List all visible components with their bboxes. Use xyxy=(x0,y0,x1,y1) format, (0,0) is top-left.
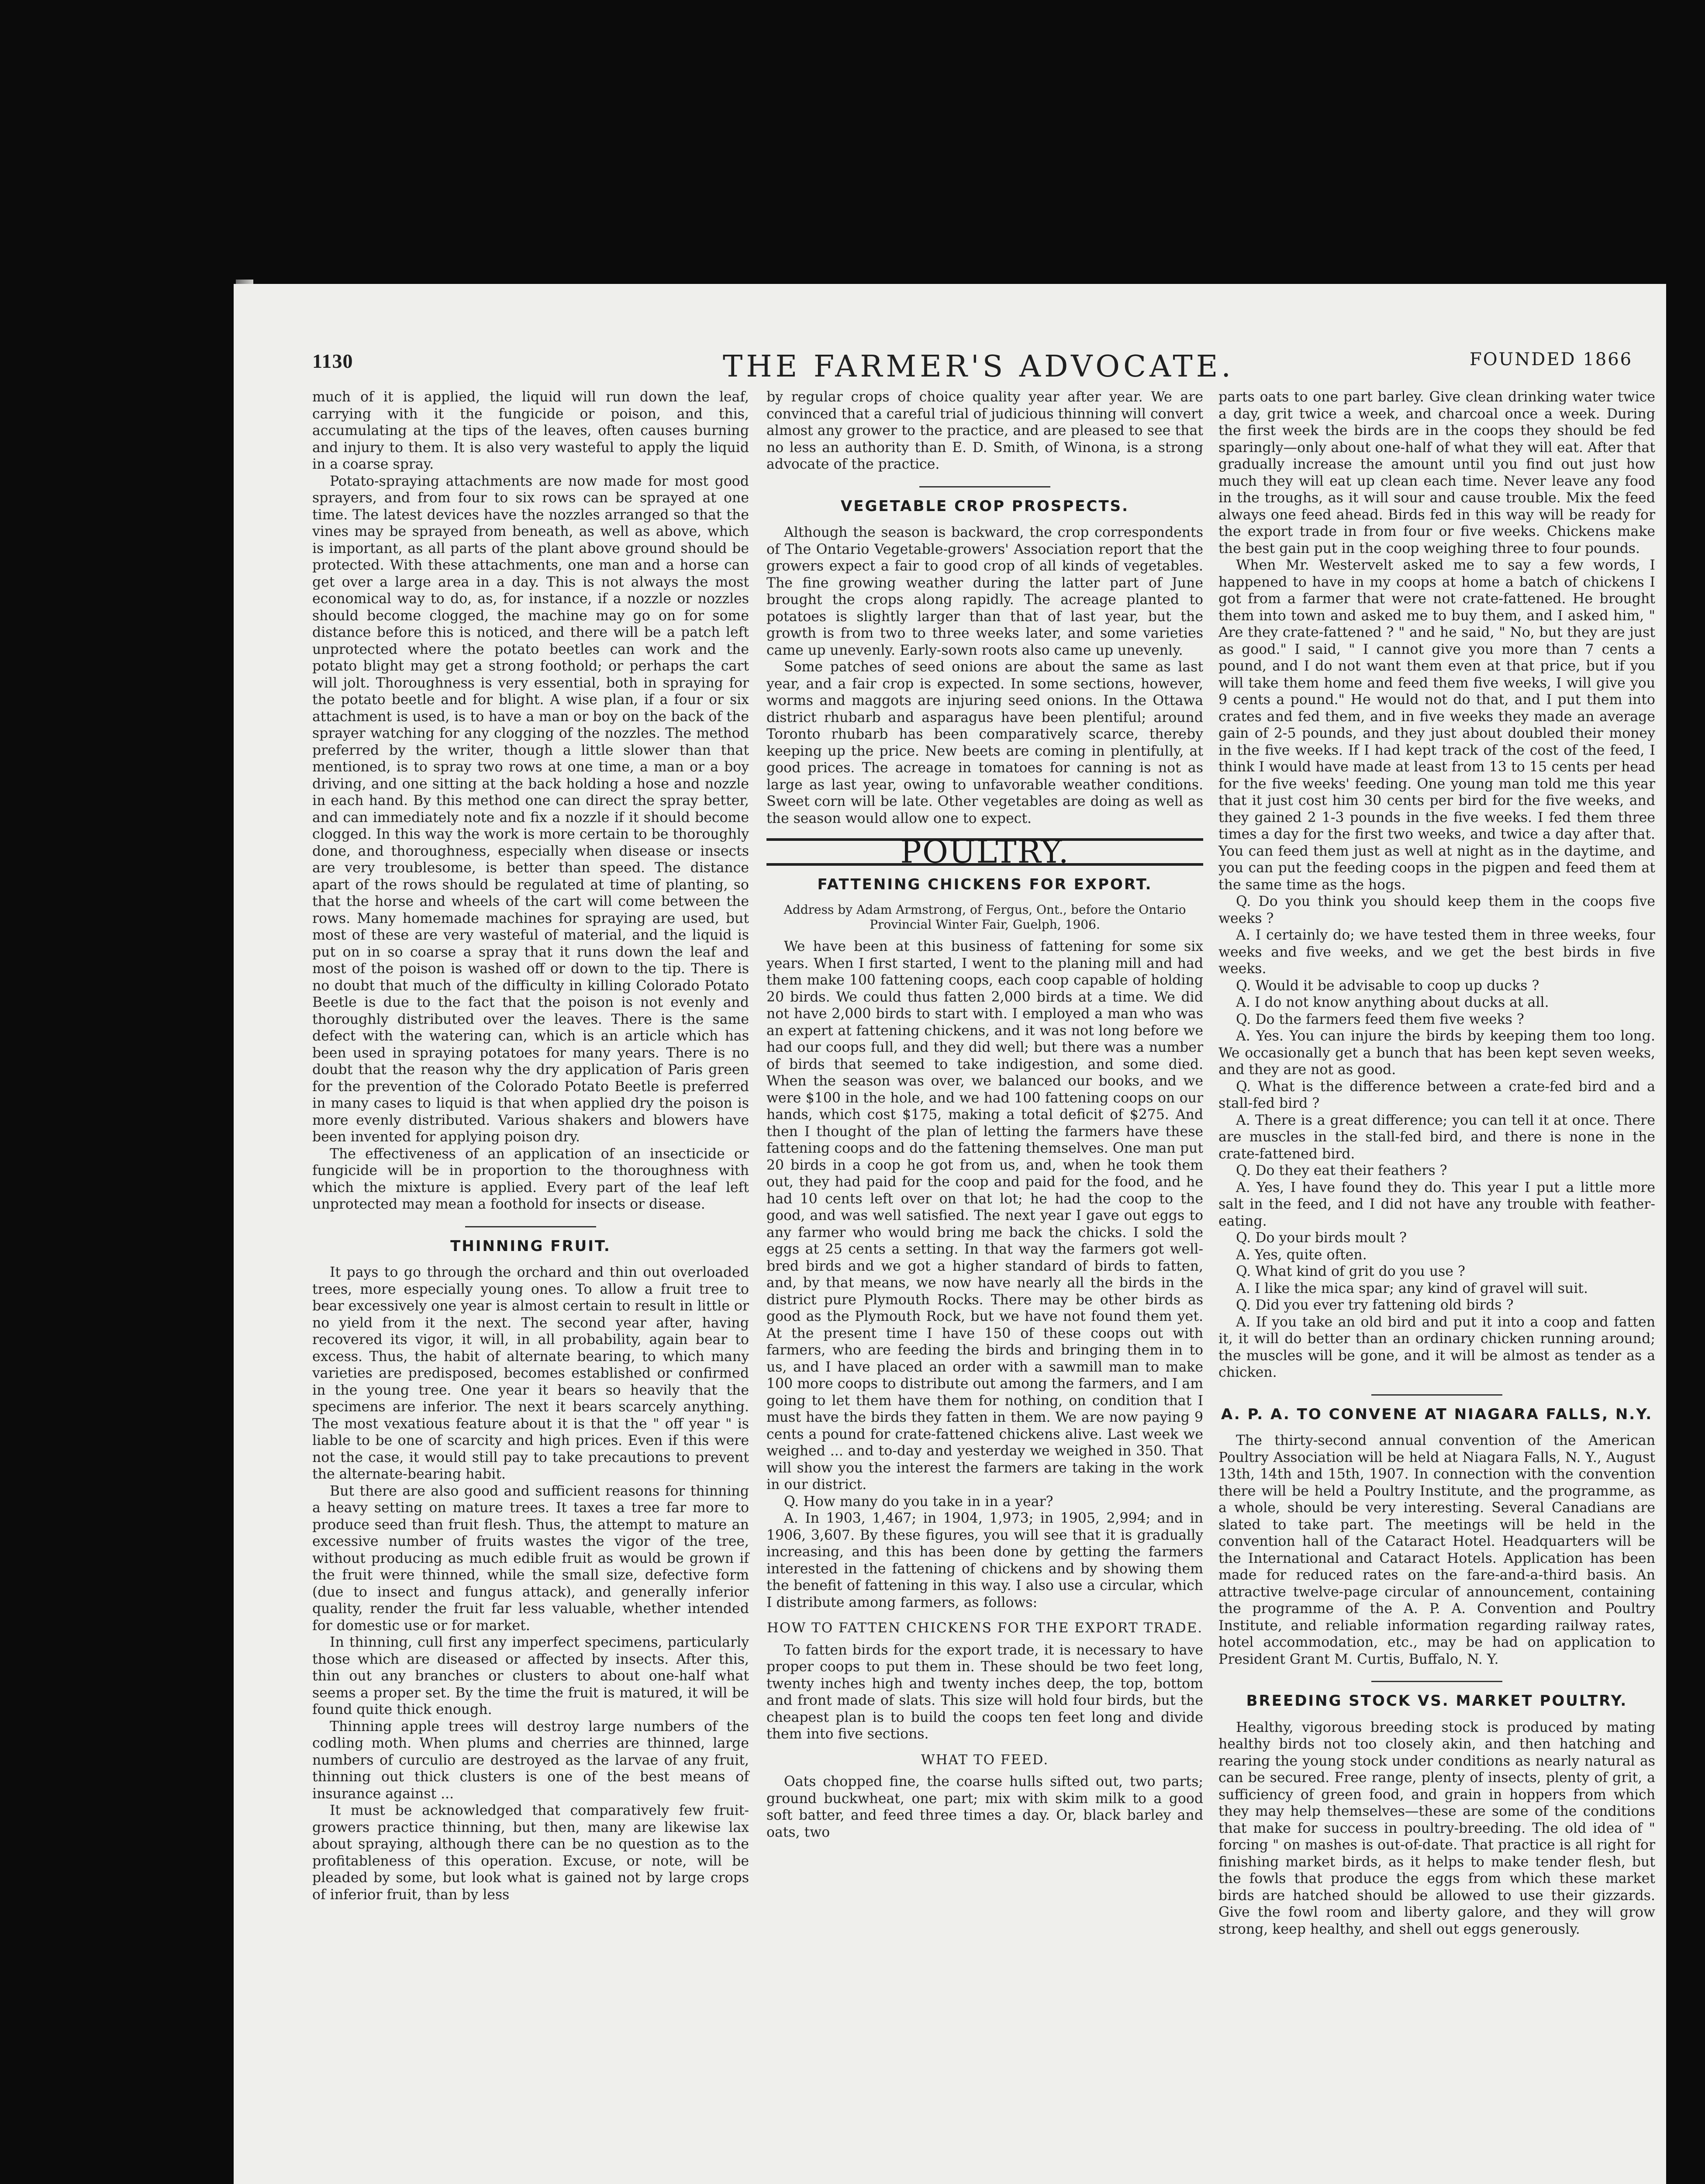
question: Q. Do your birds moult ? xyxy=(1236,1230,1407,1246)
answer: A. I do not know anything about ducks at all. xyxy=(1236,995,1549,1010)
paragraph: much of it is applied, the liquid will run down the leaf, carrying with it the fungicide or poison, and this, accumulating at the tips of the leaves, often causes burning and injury to them. It is also very wasteful to apply the liquid in a coarse spray. xyxy=(312,389,749,472)
question: Q. Would it be advisable to coop up ducks ? xyxy=(1236,978,1539,994)
question: Q. Do the farmers feed them five weeks ? xyxy=(1236,1011,1524,1027)
paragraph: We have been at this business of fattening for some six years. When I first started, I went to the planing mill and had them make 100 fattening coops, each coop capable of holding 20 birds. We could thus fatten 2,000 birds at a time. We did not have 2,000 birds to start with. I employed a man who was an expert at fattening chickens, and it was not long before we had our coops full, and they did well; but there was a number of birds that seemed to take indigestion, and some died. When the season was over, we balanced our books, and we were $100 in the hole, and we had 100 fattening coops on our hands, which cost $175, making a total deficit of $275. And then I thought of the plan of letting the farmers have these fattening coops and do the fattening themselves. One man put 20 birds in a coop he got from us, and, when he took them out, they had paid for the coop and paid for the food, and he had 10 cents left over on that lot; he had the coop to the good, and was well satisfied. The next year I gave out eggs to any farmer who would bring me back the chicks. I sold the eggs at 25 cents a setting. In that way the farmers got well-bred birds and we got a higher standard of birds to fatten, and, by that means, we now have nearly all the birds in the district pure Plymouth Rocks. There may be other birds as good as the Plymouth Rock, but we have not found them yet. At the present time I have 150 of these coops out with farmers, who are feeding the birds and bringing them in to us, and I have placed an order with a sawmill man to make 100 more coops to distribute out among the farmers, and I am going to let them have them for nothing, on condition that I must have the birds they fatten in them. We are now paying 9 cents a pound for crate-fattened chickens alive. Last week we weighed ... and to-day and yesterday we weighed in 350. That will show you the interest the farmers are taking in the work in our district. xyxy=(766,939,1203,1493)
subheading-what-to-feed: WHAT TO FEED. xyxy=(921,1752,1049,1768)
answer: A. Yes, I have found they do. This year I put a little more salt in the feed, and I did not have any trouble with feather-eating. xyxy=(1218,1179,1655,1229)
byline: Address by Adam Armstrong, of Fergus, Ont., before the Ontario Provincial Winter Fair, Guelph, 1906. xyxy=(783,902,1186,932)
answer: A. There is a great difference; you can tell it at once. There are muscles in the stall-fed bird, and there is none in the crate-fattened bird. xyxy=(1218,1112,1655,1162)
section-heading-breeding-stock: BREEDING STOCK VS. MARKET POULTRY. xyxy=(1246,1692,1628,1710)
paragraph: Thinning apple trees will destroy large numbers of the codling moth. When plums and cherries are thinned, large numbers of curculio are destroyed as the larvae of any fruit, thinning out thick clusters is one of the best means of insurance against ... xyxy=(312,1718,749,1802)
section-divider xyxy=(1371,1394,1502,1396)
masthead: THE FARMER'S ADVOCATE. xyxy=(723,349,1234,384)
answer: A. If you take an old bird and put it into a coop and fatten it, it will do better than an ordinary chicken running around; the muscles will be gone, and it will be almost as tender as a chicken. xyxy=(1218,1314,1655,1380)
question: Q. Do they eat their feathers ? xyxy=(1236,1163,1447,1178)
column-2 xyxy=(766,389,1203,1841)
paragraph: When Mr. Westervelt asked me to say a few words, I happened to have in my coops at home a batch of chickens I got from a farmer that were not crate-fattened. He brought them into town and asked me to buy them, and I asked him, " Are they crate-fattened ? " and he said, " No, but they are just as good." I said, " I cannot give you more than 7 cents a pound, and I do not want them even at that price, but if you will take them home and feed them five weeks, I will give you 9 cents a pound." He would not do that, and I put them into crates and fed them, and in five weeks they made an average gain of 2-5 pounds, and they just about doubled their money in the five weeks. If I had kept track of the cost of the feed, I think I would have made at least from 13 to 15 cents per head for the five weeks' feeding. One young man told me this year that it just cost him 30 cents per bird for the five weeks, and they gained 2 1-3 pounds in the five weeks. I fed them three times a day for the first two weeks, and twice a day after that. You can feed them just as well at night as in the daytime, and you can put the feeding coops in the pigpen and feed them at the same time as the hogs. xyxy=(1218,557,1655,893)
paragraph: The thirty-second annual convention of the American Poultry Association will be held at Niagara Falls, N. Y., August 13th, 14th and 15th, 1907. In connection with the convention there will be held a Poultry Institute, and the programme, as a whole, should be very interesting. Several Canadians are slated to take part. The meetings will be held in the convention hall of the Cataract Hotel. Headquarters will be the International and Cataract Hotels. Application has been made for reduced rates on the fare-and-a-third basis. An attractive twelve-page circular of announcement, containing the programme of the A. P. A. Convention and Poultry Institute, and reliable information regarding railway rates, hotel accommodation, etc., may be had on application to President Grant M. Curtis, Buffalo, N. Y. xyxy=(1218,1433,1655,1667)
column-1 xyxy=(312,389,749,1903)
newspaper-page xyxy=(234,284,1666,2184)
department-banner-poultry: POULTRY. xyxy=(766,838,1203,866)
section-heading-vegetable-crop: VEGETABLE CROP PROSPECTS. xyxy=(840,497,1129,515)
question: Q. Did you ever try fattening old birds ? xyxy=(1236,1297,1514,1313)
section-heading-fattening-chickens: FATTENING CHICKENS FOR EXPORT. xyxy=(817,875,1153,893)
answer: A. In 1903, 1,467; in 1904, 1,973; in 1905, 2,994; and in 1906, 3,607. By these figures, you will see that it is gradually increasing, and this has been done by getting the farmers interested in the fattening of chickens and by showing them the benefit of fattening in this way. I also use a circular, which I distribute among farmers, as follows: xyxy=(766,1510,1203,1610)
paragraph: But there are also good and sufficient reasons for thinning a heavy setting on mature trees. It taxes a tree far more to produce seed than fruit flesh. Thus, the attempt to mature an excessive number of fruits wastes the vigor of the tree, without producing as much edible fruit as would be grown if the fruit were thinned, while the small size, defective form (due to insect and fungus attack), and generally inferior quality, render the fruit far less valuable, whether intended for domestic use or for market. xyxy=(312,1483,749,1634)
subheading-how-to-fatten: HOW TO FATTEN CHICKENS FOR THE EXPORT TRADE. xyxy=(766,1620,1203,1636)
answer: A. Yes, quite often. xyxy=(1236,1247,1367,1263)
section-divider xyxy=(465,1226,596,1227)
question: Q. How many do you take in in a year? xyxy=(784,1493,1053,1510)
paragraph: Although the season is backward, the crop correspondents of The Ontario Vegetable-growers' Association report that the growers expect a fair to good crop of all kinds of vegetables. The fine growing weather during the latter part of June brought the crops along rapidly. The acreage planted to potatoes is slightly larger than that of last year, but the growth is from two to three weeks later, and some varieties came up unevenly. Early-sown roots also came up unevenly. xyxy=(766,525,1203,658)
question: Q. What kind of grit do you use ? xyxy=(1236,1264,1465,1279)
paragraph: In thinning, cull first any imperfect specimens, particularly those which are diseased or affected by insects. After this, thin out any branches or clusters to about one-half what seems a proper set. By the time the fruit is matured, it will be found quite thick enough. xyxy=(312,1635,749,1717)
answer: A. I like the mica spar; any kind of gravel will suit. xyxy=(1236,1280,1588,1296)
paragraph: Potato-spraying attachments are now made for most good sprayers, and from four to six rows can be sprayed at one time. The latest devices have the nozzles arranged so that the vines may be sprayed from beneath, as well as above, which is important, as all parts of the plant above ground should be protected. With these attachments, one man and a horse can get over a large area in a day. This is not always the most economical way to do, as, for instance, if a nozzle or nozzles should become clogged, the machine may go on for some distance before this is noticed, and there will be a patch left unprotected where the potato beetles can work and the potato blight may get a strong foothold; or perhaps the cart will jolt. Thoroughness is very essential, both in spraying for the potato beetle and for blight. A wise plan, if a four or six attachment is used, is to have a man or boy on the back of the sprayer watching for any clogging of the nozzles. The method preferred by the writer, though a little slower than that mentioned, is to spray two rows at one time, a man or a boy driving, and one sitting at the back holding a hose and nozzle in each hand. By this method one can direct the spray better, and can immediately note and fix a nozzle if it should become clogged. In this way the work is more certain to be thoroughly done, and thoroughness, especially when disease or insects are very troublesome, is better than speed. The distance apart of the rows should be regulated at time of planting, so that the horse and wheels of the cart will come between the rows. Many homemade machines for spraying are used, but most of these are very wasteful of material, and the liquid is put on in so coarse a spray that it runs down the leaf and most of the poison is washed off or down to the tip. There is no doubt that much of the difficulty in killing Colorado Potato Beetle is due to the fact that the poison is not evenly and thoroughly distributed over the leaves. There is the same defect with the watering can, which is an article which has been used in spraying potatoes for many years. There is no doubt that the reason why the dry application of Paris green for the prevention of the Colorado Potato Beetle is preferred in many cases to liquid is that when applied dry the poison is more evenly distributed. Various shakers and blowers have been invented for applying poison dry. xyxy=(312,473,749,1145)
paragraph: To fatten birds for the export trade, it is necessary to have proper coops to put them in. These should be two feet long, twenty inches high and twenty inches deep, the top, bottom and front made of slats. This size will hold four birds, but the cheapest plan is to build the coops ten feet long and divide them into five sections. xyxy=(766,1642,1203,1742)
answer: A. Yes. You can injure the birds by keeping them too long. We occasionally get a bunch that has been kept seven weeks, and they are not as good. xyxy=(1218,1028,1655,1078)
paragraph: Healthy, vigorous breeding stock is produced by mating healthy birds not too closely akin, and then hatching and rearing the young stock under conditions as nearly natural as can be secured. Free range, plenty of insects, plenty of grit, a sufficiency of green food, and grain in hoppers from which they may help themselves—these are some of the conditions that make for success in poultry-breeding. The old idea of " forcing " on mashes is out-of-date. That practice is all right for finishing market birds, as it helps to make tender flesh, but the fowls that produce the eggs from which these market birds are hatched should be allowed to use their gizzards. Give the fowl room and liberty galore, and they will grow strong, keep healthy, and shell out eggs generously. xyxy=(1218,1719,1655,1937)
question: Q. Do you think you should keep them in the coops five weeks ? xyxy=(1218,894,1655,926)
paragraph: It must be acknowledged that comparatively few fruit-growers practice thinning, but then, many are likewise lax about spraying, although there can be no question as to the profitableness of this operation. Excuse, or note, will be pleaded by some, but look what is gained not by large crops of inferior fruit, than by less xyxy=(312,1803,749,1903)
section-heading-apa-convention: A. P. A. TO CONVENE AT NIAGARA FALLS, N.Y. xyxy=(1221,1405,1653,1423)
section-heading-thinning-fruit: THINNING FRUIT. xyxy=(450,1237,611,1255)
section-divider xyxy=(1371,1681,1502,1682)
page-number: 1130 xyxy=(312,350,353,372)
answer: A. I certainly do; we have tested them in three weeks, four weeks and five weeks, and we get the best birds in five weeks. xyxy=(1218,927,1655,977)
founded-line: FOUNDED 1866 xyxy=(1470,349,1633,370)
question: Q. What is the difference between a crate-fed bird and a stall-fed bird ? xyxy=(1218,1078,1655,1111)
column-3 xyxy=(1218,389,1655,1938)
paragraph: It pays to go through the orchard and thin out overloaded trees, more especially young ones. To allow a fruit tree to bear excessively one year is almost certain to result in little or no yield from it the next. The second year after, having recovered its vigor, it will, in all probability, again bear to excess. Thus, the habit of alternate bearing, to which many varieties are predisposed, becomes established or confirmed in the young tree. One year it bears so heavily that the specimens are inferior. The next it bears scarcely anything. The most vexatious feature about it is that the " off year " is liable to be one of scarcity and high prices. Even if this were not the case, it would still pay to take precautions to prevent the alternate-bearing habit. xyxy=(312,1265,749,1482)
paragraph: Oats chopped fine, the coarse hulls sifted out, two parts; ground buckwheat, one part; mix with skim milk to a good soft batter, and feed three times a day. Or, black barley and oats, two xyxy=(766,1774,1203,1840)
paragraph: The effectiveness of an application of an insecticide or fungicide will be in proportion to the thoroughness with which the mixture is applied. Every part of the leaf left unprotected may mean a foothold for insects or disease. xyxy=(312,1146,749,1212)
paragraph: Some patches of seed onions are about the same as last year, and a fair crop is expected. In some sections, however, worms and maggots are injuring seed onions. In the Ottawa district rhubarb and asparagus have been plentiful; around Toronto rhubarb has been comparatively scarce, thereby keeping up the price. New beets are coming in plentifully, at good prices. The acreage in tomatoes for canning is not as large as last year, owing to unfavorable weather conditions. Sweet corn will be late. Other vegetables are doing as well as the season would allow one to expect. xyxy=(766,659,1203,826)
paragraph: parts oats to one part barley. Give clean drinking water twice a day, grit twice a week, and charcoal once a week. During the first week the birds are in the coops they should be fed sparingly—only about one-half of what they will eat. After that gradually increase the amount until you find out just how much they will eat up clean each time. Never leave any food in the troughs, as it will sour and cause trouble. Mix the feed always one feed ahead. Birds fed in this way will be ready for the export trade in from four or five weeks. Chickens make the best gain put in the coop weighing three to four pounds. xyxy=(1218,389,1655,556)
paragraph: by regular crops of choice quality year after year. We are convinced that a careful trial of judicious thinning will convert almost any grower to the practice, and are pleased to see that no less an authority than E. D. Smith, of Winona, is a strong advocate of the practice. xyxy=(766,389,1203,472)
section-divider xyxy=(919,486,1050,487)
